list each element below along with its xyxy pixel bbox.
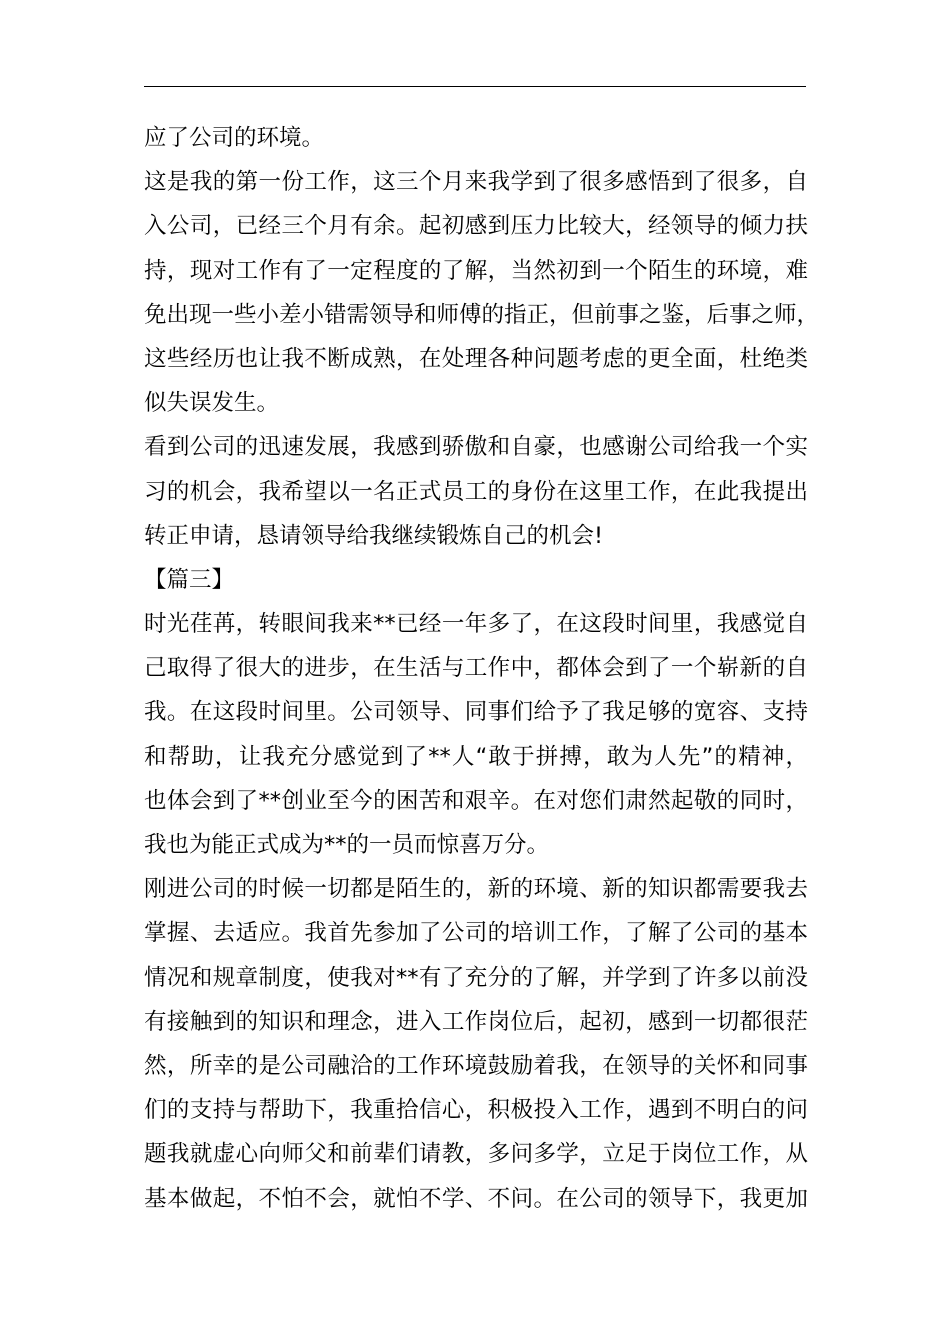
text-line: 刚进公司的时候一切都是陌生的，新的环境、新的知识都需要我去 [144, 876, 808, 903]
text-line: 看到公司的迅速发展，我感到骄傲和自豪，也感谢公司给我一个实 [144, 434, 808, 461]
text-line: 似失误发生。 [144, 390, 280, 417]
text-line: 应了公司的环境。 [144, 125, 325, 151]
text-line: 也体会到了**创业至今的困苦和艰辛。在对您们肃然起敬的同时， [144, 787, 808, 814]
text-line: 然，所幸的是公司融洽的工作环境鼓励着我，在领导的关怀和同事 [144, 1052, 808, 1079]
header-rule [144, 86, 806, 87]
text-line: 习的机会，我希望以一名正式员工的身份在这里工作，在此我提出 [144, 478, 808, 505]
text-line: 免出现一些小差小错需领导和师傅的指正，但前事之鉴，后事之师， [144, 301, 820, 328]
text-line: 们的支持与帮助下，我重拾信心，积极投入工作，遇到不明白的问 [144, 1097, 808, 1124]
text-line: 转正申请，恳请领导给我继续锻炼自己的机会! [144, 522, 604, 549]
text-line: 我也为能正式成为**的一员而惊喜万分。 [144, 832, 550, 858]
text-line: 掌握、去适应。我首先参加了公司的培训工作，了解了公司的基本 [144, 920, 808, 947]
text-line: 持，现对工作有了一定程度的了解，当然初到一个陌生的环境，难 [144, 257, 808, 284]
section-heading: 【篇三】 [144, 566, 235, 593]
text-line: 己取得了很大的进步，在生活与工作中，都体会到了一个崭新的自 [144, 655, 808, 682]
document-body [144, 116, 820, 1221]
text-line: 时光荏苒，转眼间我来**已经一年多了，在这段时间里，我感觉自 [144, 611, 808, 638]
text-line: 基本做起，不怕不会，就怕不学、不问。在公司的领导下，我更加 [144, 1185, 808, 1212]
text-line: 入公司，已经三个月有余。起初感到压力比较大，经领导的倾力扶 [144, 213, 808, 240]
text-line: 有接触到的知识和理念，进入工作岗位后，起初，感到一切都很茫 [144, 1008, 808, 1035]
text-line: 这些经历也让我不断成熟，在处理各种问题考虑的更全面，杜绝类 [144, 345, 808, 372]
text-line: 情况和规章制度，使我对**有了充分的了解，并学到了许多以前没 [144, 964, 808, 991]
text-line: 我。在这段时间里。公司领导、同事们给予了我足够的宽容、支持 [144, 699, 808, 726]
text-line: 这是我的第一份工作，这三个月来我学到了很多感悟到了很多，自 [144, 169, 808, 196]
text-line: 和帮助，让我充分感觉到了**人“敢于拼搏，敢为人先”的精神， [144, 743, 808, 770]
text-line: 题我就虚心向师父和前辈们请教，多问多学，立足于岗位工作，从 [144, 1141, 808, 1168]
